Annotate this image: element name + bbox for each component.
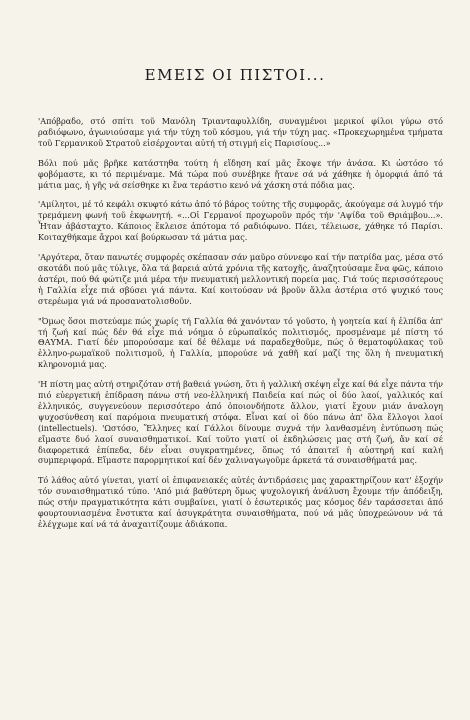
page-title: ΕΜΕΙΣ ΟΙ ΠΙΣΤΟΙ... (144, 66, 326, 84)
document-body (38, 116, 443, 530)
paragraph: 'Απόβραδο, στό σπίτι τοῦ Μανόλη Τριανταφυλλίδη, συναγμένοι μερικοί φίλοι γύρω στό ραδιόφωνο, ἀγωνιούσαμε γιά τήν τύχη τοῦ κόσμου, γιά τήν τύχη μας. «Προκεχωρημένα τμήματα τοῦ Γερμανικοῦ Στρατοῦ εἰσέρχονται αὐτή τή στιγμή εἰς Παρισίους...» (38, 116, 443, 148)
paragraph: Τό λάθος αὐτό γίνεται, γιατί οἱ ἐπιφανειακές αὐτές ἀντιδράσεις μας χαρακτηρίζουν κατ' ἐξοχήν τόν συναισθηματικό τύπο. 'Από μιά βαθύτερη ὅμως ψυχολογική ἀνάλυση ἔχουμε τήν ἀπόδειξη, πώς στήν πραγματικότητα κάτι συμβαίνει, γιατί ὁ ἐσωτερικός μας κόσμος δέν ταράσσεται ἀπό φουρτουνιασμένα ἔνστικτα καί ἀσυγκράτητα συναισθήματα, πού νά μᾶς ὑποχρεώνουν νά τά ἐλέγχωμε καί νά τά ἀναχαιτίζουμε ἀδιάκοπα. (38, 475, 443, 529)
paragraph: 'Αμίλητοι, μέ τό κεφάλι σκυφτό κάτω ἀπό τό βάρος τούτης τῆς συμφορᾶς, ἀκούγαμε σά λυγμό τήν τρεμάμενη φωνή τοῦ ἐκφωνητή. «...Οἱ Γερμανοί προχωροῦν πρός τήν 'Αψίδα τοῦ Θριάμβου...». Ἦταν ἀβάσταχτο. Κάποιος ἔκλεισε ἀπότομα τό ραδιόφωνο. Πάει, τέλειωσε, χάθηκε τό Παρίσι. Κοιταχθήκαμε ἄχροι καί βούρκωσαν τά μάτια μας. (38, 199, 443, 243)
paragraph: 'Η πίστη μας αὐτή στηριζόταν στή βαθειά γνώση, ὅτι ἡ γαλλική σκέψη εἶχε καί θά εἶχε πάντα τήν πιό εὐεργετική ἐπίδραση πάνω στή νεο-ἑλληνική Παιδεία καί πώς οἱ δύο λαοί, γαλλικός καί ἑλληνικός, συγγενεύουν περισσότερο ἀπό ὁποιονδήποτε ἄλλον, γιατί ἔχουν μιάν ἀναλογη ψυχοσύνθεση καί παρόμοια πνευματική στόφα. Εἶναι καί οἱ δύο πάνω ἀπ' ὅλα ἔλλογοι λαοί (intellectuels). 'Ωστόσο, Ἕλληνες καί Γάλλοι δίνουμε συχνά τήν λανθασμένη ἐντύπωση πώς εἴμαστε δυό λαοί συναισθηματικοί. Καί τοῦτο γιατί οἱ ἐκδηλώσεις μας στή ζωή, ἄν καί σέ διαφορετικά ἐπίπεδα, δέν εἶναι συγκρατημένες, ὅπως τό ἀπαιτεῖ ἡ αὐστηρή καί καλή συμπεριφορά. Εἴμαστε παρορμητικοί καί δέν χαλιναγωγοῦμε ἀρκετά τά συναισθήματά μας. (38, 379, 443, 466)
paragraph: "Όμως ὅσοι πιστεύαμε πώς χωρίς τή Γαλλία θά χανόνταν τό γοῦστο, ἡ γοητεία καί ἡ ἐλπίδα ἀπ' τή ζωή καί πώς δέν θά εἶχε πιά νόημα ὁ εὐρωπαϊκός πολιτισμός, προσμέναμε μέ πίστη τό ΘΑΥΜΑ. Γιατί δέν μπορούσαμε καί δέ θέλαμε νά παραδεχθοῦμε, πώς ὁ θεματοφύλακας τοῦ ἑλληνο-ρωμαϊκοῦ πολιτισμοῦ, ἡ Γαλλία, μπορούσε νά χαθῆ καί μαζί της ὅλη ἡ πνευματική κληρονομιά μας. (38, 315, 443, 370)
paragraph: Βόλι πού μᾶς βρῆκε κατάστηθα τούτη ἡ εἴδηση καί μᾶς ἔκοψε τήν ἀνάσα. Κι ὡστόσο τό φοβόμαστε, κι τό περιμέναμε. Μά τώρα πού συνέβηκε ἤτανε σά νά χάθηκε ἡ ὀμορφιά ἀπό τά μάτια μας, ἡ γῆς νά σείσθηκε κι ἕνα τεράστιο κενό νά χάσκη στά πόδια μας. (38, 157, 443, 190)
paragraph: 'Αργότερα, ὅταν πανωτές συμφορές σκέπασαν σάν μαῦρο σύννεφο καί τήν πατρίδα μας, μέσα στό σκοτάδι πού μᾶς τύλιγε, ὅλα τά βαρειά αὐτά χρόνια τῆς κατοχῆς, ἀναζητούσαμε ἕνα φῶς, κάποιο ἀστέρι, πού θά φώτιζε μιά μέρα τήν πνευματική μελλοντική πορεία μας. Γιά τούς περισσότερους ἡ Γαλλία εἶχε πιά σβύσει γιά πάντα. Καί κοιτούσαν νά βροῦν ἄλλα ἀστέρια στό ψυχικό τους στερέωμα γιά νά προσανατολισθοῦν. (38, 252, 443, 306)
